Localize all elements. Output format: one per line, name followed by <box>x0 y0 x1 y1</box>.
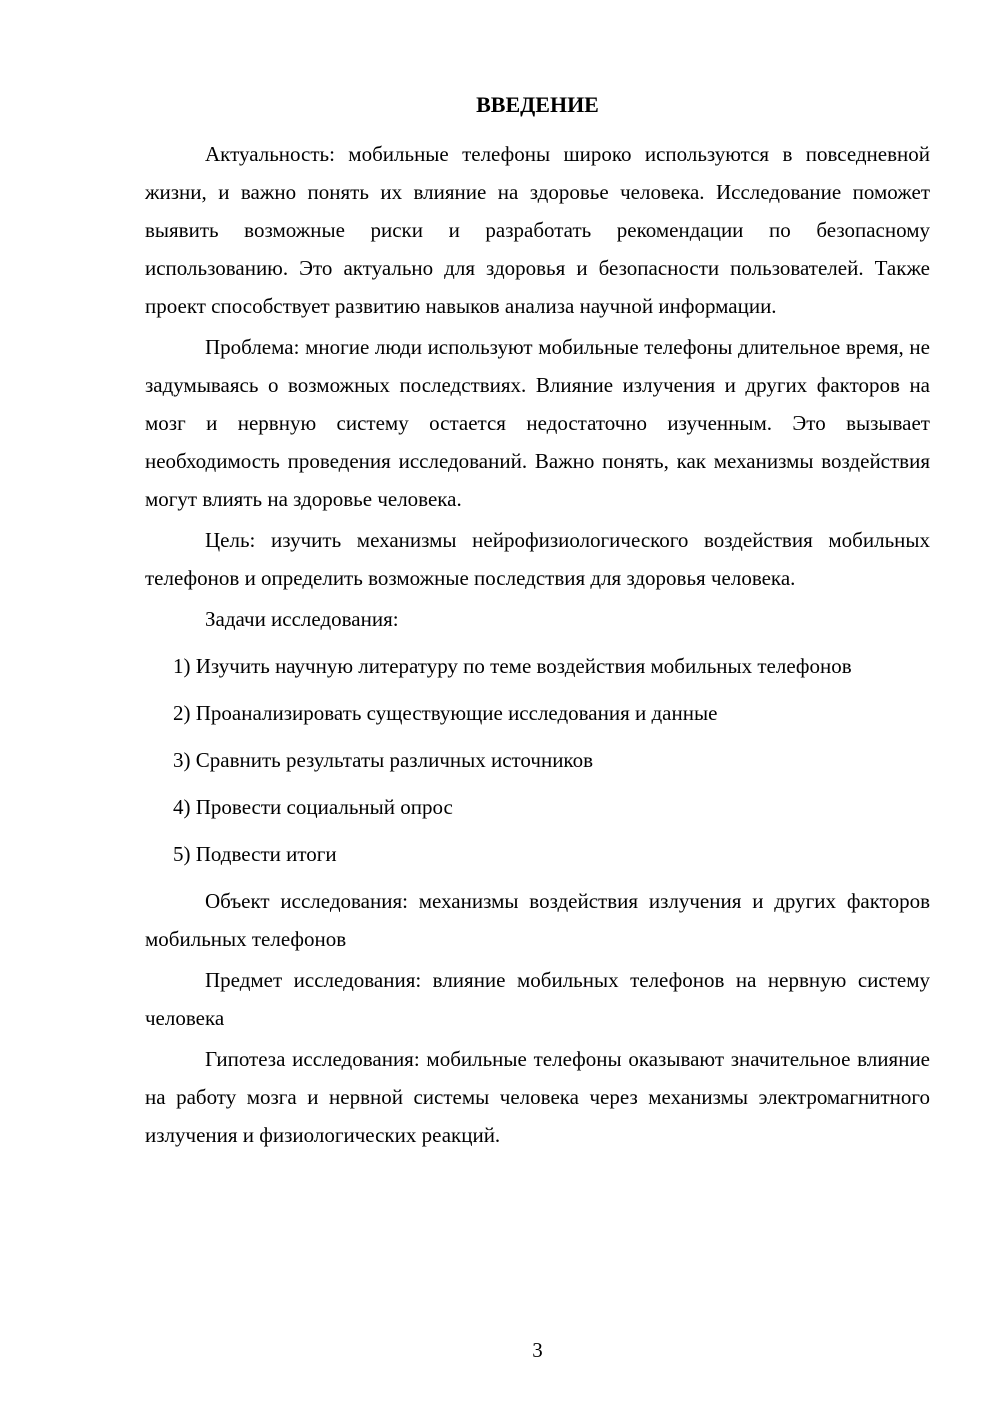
page-footer <box>145 1338 930 1362</box>
paragraph-problema: Проблема: многие люди используют мобильные телефоны длительное время, не задумываясь о возможных последствиях. Влияние излучения и других факторов на мозг и нервную систему остается недостаточно изученным. Это вызывает необходимость проведения исследований. Важно понять, как механизмы воздействия могут влиять на здоровье человека. <box>145 335 930 511</box>
task-item-1: 1) Изучить научную литературу по теме воздействия мобильных телефонов <box>173 654 852 678</box>
page-number: 3 <box>532 1338 543 1362</box>
paragraph-gipoteza: Гипотеза исследования: мобильные телефоны оказывают значительное влияние на работу мозга и нервной системы человека через механизмы электромагнитного излучения и физиологических реакций. <box>145 1047 930 1147</box>
task-item-3: 3) Сравнить результаты различных источников <box>173 748 593 772</box>
paragraph-obyekt: Объект исследования: механизмы воздействия излучения и других факторов мобильных телефонов <box>145 889 930 951</box>
task-item-2: 2) Проанализировать существующие исследования и данные <box>173 701 718 725</box>
tasks-heading: Задачи исследования: <box>205 607 399 631</box>
paragraph-tsel: Цель: изучить механизмы нейрофизиологического воздействия мобильных телефонов и определить возможные последствия для здоровья человека. <box>145 528 930 590</box>
paragraph-predmet: Предмет исследования: влияние мобильных телефонов на нервную систему человека <box>145 968 930 1030</box>
paragraph-aktualnost: Актуальность: мобильные телефоны широко используются в повседневной жизни, и важно понять их влияние на здоровье человека. Исследование поможет выявить возможные риски и разработать рекомендации по безопасному использованию. Это актуально для здоровья и безопасности пользователей. Также проект способствует развитию навыков анализа научной информации. <box>145 142 930 318</box>
page-title: ВВЕДЕНИЕ <box>476 92 599 117</box>
task-item-4: 4) Провести социальный опрос <box>173 795 453 819</box>
task-item-5: 5) Подвести итоги <box>173 842 337 866</box>
